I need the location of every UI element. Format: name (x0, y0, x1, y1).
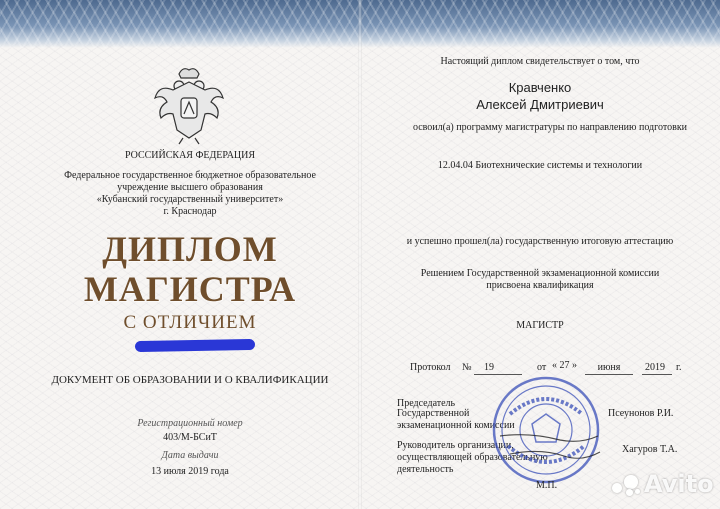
program-name: 12.04.04 Биотехнические системы и технологии (437, 160, 643, 171)
institution-line-1: Федеральное государственное бюджетное образовательное (64, 170, 316, 181)
qualification: МАГИСТР (516, 320, 564, 331)
attestation-text: и успешно прошел(ла) государственную итоговую аттестацию (406, 236, 674, 247)
avito-logo-icon (612, 473, 642, 497)
country-name: РОССИЙСКАЯ ФЕДЕРАЦИЯ (124, 150, 256, 161)
protocol-number: 19 (484, 362, 494, 373)
commission-line-1: Решением Государственной экзаменационной комиссии (420, 268, 660, 279)
protocol-label: Протокол (410, 362, 451, 373)
protocol-year-suffix: г. (676, 362, 682, 373)
commission-line-2: присвоена квалификация (486, 280, 594, 291)
protocol-number-sign: № (462, 362, 472, 373)
registration-label: Регистрационный номер (137, 418, 243, 429)
page-fold (358, 0, 362, 509)
avito-watermark-text: Avito (644, 470, 714, 498)
stamp-place-label: М.П. (536, 480, 558, 491)
issue-date: 13 июля 2019 года (151, 466, 229, 477)
chair-line-3: экзаменационной комиссии (397, 420, 515, 431)
chair-line-2: Государственной (397, 408, 470, 419)
registration-number: 403/М-БСиТ (163, 432, 217, 443)
program-text: освоил(а) программу магистратуры по направлению подготовки (412, 122, 688, 133)
head-name: Хагуров Т.А. (622, 444, 678, 455)
official-stamp-icon (490, 374, 602, 486)
document-type: ДОКУМЕНТ ОБ ОБРАЗОВАНИИ И О КВАЛИФИКАЦИИ (51, 374, 329, 386)
chair-line-1: Председатель (397, 398, 456, 409)
redaction-mark (135, 339, 255, 352)
graduate-name: Алексей Дмитриевич (476, 97, 604, 112)
head-line-3: деятельность (397, 464, 454, 475)
head-line-2: осуществляющей образовательную (397, 452, 548, 463)
protocol-month: июня (597, 362, 621, 373)
coat-of-arms-icon (153, 64, 225, 146)
title-master: МАГИСТРА (83, 269, 297, 309)
protocol-from: от (537, 362, 547, 373)
protocol-year-line (642, 374, 672, 375)
honors-label: С ОТЛИЧИЕМ (123, 312, 257, 333)
intro-text: Настоящий диплом свидетельствует о том, что (440, 56, 640, 67)
chair-name: Псеунонов Р.И. (608, 408, 674, 419)
title-diploma: ДИПЛОМ (102, 229, 278, 269)
avito-watermark (612, 470, 714, 498)
issue-date-label: Дата выдачи (161, 450, 219, 461)
graduate-surname: Кравченко (508, 80, 572, 95)
institution-line-2: учреждение высшего образования (117, 182, 263, 193)
protocol-year: 2019 (645, 362, 665, 373)
protocol-day: « 27 » (552, 360, 577, 371)
institution-city: г. Краснодар (163, 206, 217, 217)
institution-line-3: «Кубанский государственный университет» (96, 194, 284, 205)
head-line-1: Руководитель организации, (397, 440, 514, 451)
